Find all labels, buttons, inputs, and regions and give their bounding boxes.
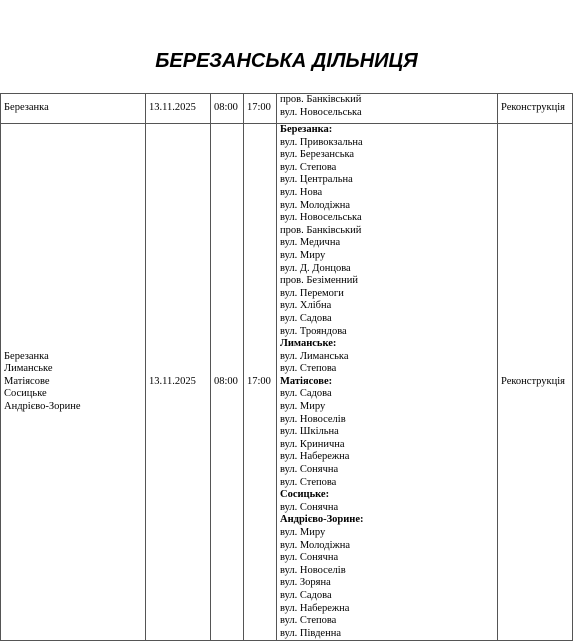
street-name: вул. Зоряна [280,577,331,589]
street-name: пров. Безіменний [280,275,358,287]
street-name: вул. Перемоги [280,287,344,299]
settlement-heading: Матіясове: [280,375,333,387]
date-cell: 13.11.2025 [146,94,211,124]
settlement-heading: Лиманське: [280,338,337,350]
location-name: Лиманське [4,363,53,375]
table-row [1,94,573,124]
street-name: вул. Новосельська [280,212,362,224]
locations-cell [1,94,146,124]
street-name: вул. Медична [280,237,341,249]
street-name: вул. Кринична [280,438,345,450]
location-name: Березанка [4,350,49,362]
reason-cell: Реконструкція [498,124,573,641]
street-name: вул. Д. Донцова [280,262,351,274]
street-name: вул. Степова [280,363,337,375]
street-name: вул. Набережна [280,451,350,463]
street-name: вул. Степова [280,615,337,627]
outage-table [0,93,573,641]
page-title: БЕРЕЗАНСЬКА ДІЛЬНИЦЯ [155,50,418,72]
start-time-cell: 08:00 [211,124,244,641]
street-name: вул. Набережна [280,602,350,614]
street-name: вул. Лиманська [280,350,349,362]
street-name: вул. Сонячна [280,464,339,476]
reason-cell: Реконструкція [498,94,573,124]
street-name: вул. Хлібна [280,300,332,312]
street-name: вул. Молодіжна [280,539,351,551]
settlement-heading: Сосицьке: [280,489,330,501]
street-name: вул. Миру [280,527,326,538]
street-name: вул. Новоселів [280,564,346,576]
street-name: вул. Нова [280,186,323,198]
street-name: вул. Садова [280,312,332,324]
street-name: вул. Степова [280,161,337,173]
street-name: вул. Березанська [280,149,355,161]
street-name: вул. Миру [280,249,326,261]
street-name: вул. Сонячна [280,552,339,564]
street-name: пров. Банківський [280,224,362,236]
date-cell: 13.11.2025 [146,124,211,641]
street-name: вул. Миру [280,401,326,413]
street-name: вул. Центральна [280,174,353,186]
end-time-cell: 17:00 [244,94,277,124]
locations-cell [1,124,146,641]
street-name: вул. Сонячна [280,501,339,513]
street-name: вул. Новоселів [280,413,346,425]
location-name: Сосицьке [4,388,47,400]
street-name: вул. Привокзальна [280,136,363,148]
streets-cell [277,124,498,641]
location-name: Андрієво-Зорине [4,401,81,413]
street-name: вул. Садова [280,388,332,400]
street-name: вул. Молодіжна [280,199,351,211]
table-row [1,124,573,641]
street-name: вул. Трояндова [280,325,347,337]
streets-cell [277,94,498,124]
location-name: Березанка [4,102,49,114]
street-name: вул. Степова [280,476,337,488]
start-time-cell: 08:00 [211,94,244,124]
street-name: вул. Південна [280,627,341,639]
outage-table-body [1,94,573,641]
street-name: вул. Шкільна [280,426,339,438]
settlement-heading: Березанка: [280,124,333,135]
street-name: вул. Новосельська [280,106,362,118]
location-name: Матіясове [4,375,50,387]
settlement-heading: Андрієво-Зорине: [280,514,364,526]
street-name: вул. Садова [280,589,332,601]
end-time-cell: 17:00 [244,124,277,641]
street-name: пров. Банківський [280,94,362,105]
